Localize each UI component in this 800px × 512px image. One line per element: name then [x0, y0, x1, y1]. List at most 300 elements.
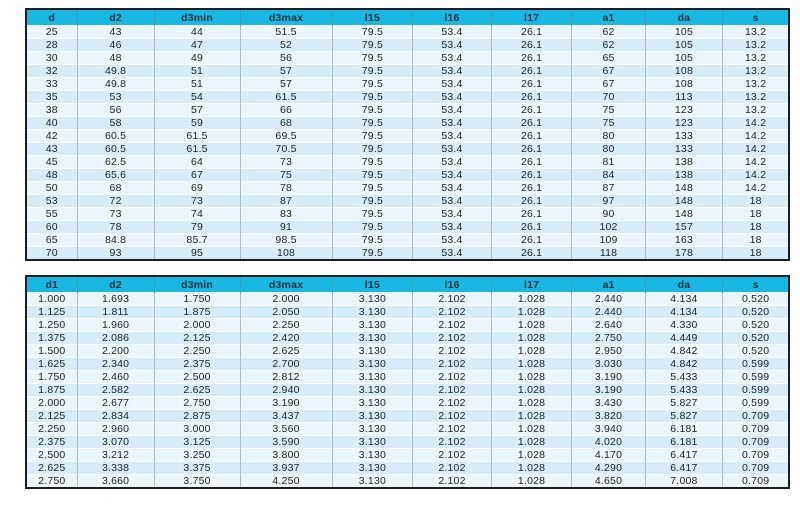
- column-header-d: d: [26, 9, 77, 26]
- table-cell: 56: [240, 52, 332, 65]
- table-cell: 52: [240, 39, 332, 52]
- table-cell: 67: [572, 78, 645, 91]
- table-cell: 78: [240, 182, 332, 195]
- table-cell: 60: [26, 221, 77, 234]
- table-cell: 26.1: [491, 117, 572, 130]
- table-cell: 1.028: [491, 358, 572, 371]
- table-cell: 87: [240, 195, 332, 208]
- table-cell: 53.4: [413, 39, 491, 52]
- table-cell: 0.520: [723, 306, 789, 319]
- table-cell: 79.5: [332, 78, 413, 91]
- column-header-d3max: d3max: [240, 276, 332, 293]
- table-cell: 26.1: [491, 39, 572, 52]
- table-cell: 2.640: [572, 319, 645, 332]
- table-cell: 64: [154, 156, 240, 169]
- table-row: [26, 358, 789, 371]
- table-cell: 1.960: [77, 319, 154, 332]
- table-cell: 148: [645, 208, 723, 221]
- table-cell: 74: [154, 208, 240, 221]
- table-cell: 53.4: [413, 169, 491, 182]
- table-cell: 91: [240, 221, 332, 234]
- table-row: [26, 78, 789, 91]
- table-cell: 1.000: [26, 293, 77, 306]
- table-cell: 2.000: [154, 319, 240, 332]
- table-cell: 2.625: [240, 345, 332, 358]
- table-cell: 6.181: [645, 423, 723, 436]
- table-cell: 0.709: [723, 462, 789, 475]
- table-row: [26, 306, 789, 319]
- table-cell: 57: [240, 65, 332, 78]
- table-cell: 26.1: [491, 169, 572, 182]
- table-cell: 26.1: [491, 195, 572, 208]
- table-cell: 3.070: [77, 436, 154, 449]
- table-cell: 108: [645, 65, 723, 78]
- table-cell: 3.130: [332, 358, 413, 371]
- table-cell: 75: [240, 169, 332, 182]
- table-cell: 4.020: [572, 436, 645, 449]
- table-cell: 65: [26, 234, 77, 247]
- table-cell: 5.827: [645, 397, 723, 410]
- table-cell: 4.170: [572, 449, 645, 462]
- column-header-l15: l15: [332, 276, 413, 293]
- table-cell: 26.1: [491, 65, 572, 78]
- table-cell: 18: [723, 221, 789, 234]
- table-cell: 108: [645, 78, 723, 91]
- table-cell: 1.028: [491, 332, 572, 345]
- table-cell: 79.5: [332, 104, 413, 117]
- table-cell: 53.4: [413, 26, 491, 39]
- table-cell: 157: [645, 221, 723, 234]
- table-cell: 3.937: [240, 462, 332, 475]
- table-cell: 79.5: [332, 182, 413, 195]
- table-row: [26, 319, 789, 332]
- table-cell: 1.028: [491, 371, 572, 384]
- table-cell: 2.375: [26, 436, 77, 449]
- table-cell: 75: [572, 104, 645, 117]
- table-cell: 148: [645, 182, 723, 195]
- table-cell: 40: [26, 117, 77, 130]
- column-header-d3max: d3max: [240, 9, 332, 26]
- table-row: [26, 117, 789, 130]
- table-cell: 51: [154, 78, 240, 91]
- table-cell: 1.693: [77, 293, 154, 306]
- column-header-d2: d2: [77, 276, 154, 293]
- table-cell: 61.5: [240, 91, 332, 104]
- table-cell: 26.1: [491, 143, 572, 156]
- table-cell: 123: [645, 117, 723, 130]
- table-cell: 2.875: [154, 410, 240, 423]
- table-cell: 2.750: [26, 475, 77, 489]
- table-cell: 48: [77, 52, 154, 65]
- table-cell: 26.1: [491, 91, 572, 104]
- table-cell: 105: [645, 52, 723, 65]
- table-cell: 3.130: [332, 306, 413, 319]
- table-row: [26, 436, 789, 449]
- table-cell: 13.2: [723, 65, 789, 78]
- table-cell: 3.130: [332, 332, 413, 345]
- table-cell: 2.000: [240, 293, 332, 306]
- table-cell: 2.102: [413, 410, 491, 423]
- table-cell: 79.5: [332, 156, 413, 169]
- table-cell: 4.650: [572, 475, 645, 489]
- table-cell: 79.5: [332, 117, 413, 130]
- table-cell: 57: [154, 104, 240, 117]
- table-cell: 1.028: [491, 319, 572, 332]
- table-cell: 53.4: [413, 104, 491, 117]
- table-cell: 2.102: [413, 449, 491, 462]
- table-cell: 26.1: [491, 208, 572, 221]
- table-cell: 13.2: [723, 104, 789, 117]
- table-cell: 2.125: [26, 410, 77, 423]
- table-cell: 4.842: [645, 358, 723, 371]
- table-cell: 93: [77, 247, 154, 261]
- table-row: [26, 234, 789, 247]
- table-cell: 26.1: [491, 26, 572, 39]
- table-cell: 2.102: [413, 319, 491, 332]
- table-cell: 79.5: [332, 130, 413, 143]
- table-cell: 56: [77, 104, 154, 117]
- table-cell: 133: [645, 130, 723, 143]
- table-cell: 2.950: [572, 345, 645, 358]
- table-cell: 68: [77, 182, 154, 195]
- table-row: [26, 52, 789, 65]
- table-cell: 3.130: [332, 345, 413, 358]
- table-cell: 55: [26, 208, 77, 221]
- table-cell: 105: [645, 26, 723, 39]
- table-row: [26, 156, 789, 169]
- table-row: [26, 332, 789, 345]
- table-cell: 53.4: [413, 234, 491, 247]
- table-cell: 0.599: [723, 384, 789, 397]
- table-cell: 2.582: [77, 384, 154, 397]
- table-cell: 1.028: [491, 397, 572, 410]
- table-cell: 62: [572, 39, 645, 52]
- table-cell: 42: [26, 130, 77, 143]
- table-cell: 48: [26, 169, 77, 182]
- table-cell: 51: [154, 65, 240, 78]
- table-cell: 35: [26, 91, 77, 104]
- table-cell: 2.050: [240, 306, 332, 319]
- table-cell: 26.1: [491, 52, 572, 65]
- table-cell: 13.2: [723, 52, 789, 65]
- table-cell: 113: [645, 91, 723, 104]
- table-cell: 4.449: [645, 332, 723, 345]
- table-cell: 1.811: [77, 306, 154, 319]
- table-cell: 4.842: [645, 345, 723, 358]
- table-cell: 84.8: [77, 234, 154, 247]
- table-row: [26, 345, 789, 358]
- table-cell: 3.130: [332, 449, 413, 462]
- table-row: [26, 384, 789, 397]
- table-cell: 79.5: [332, 208, 413, 221]
- table-cell: 43: [26, 143, 77, 156]
- table-cell: 7.008: [645, 475, 723, 489]
- table-cell: 45: [26, 156, 77, 169]
- table-cell: 2.250: [240, 319, 332, 332]
- table-cell: 60.5: [77, 143, 154, 156]
- table-cell: 70: [572, 91, 645, 104]
- table-cell: 2.500: [26, 449, 77, 462]
- table-cell: 83: [240, 208, 332, 221]
- table-cell: 1.028: [491, 293, 572, 306]
- table-cell: 75: [572, 117, 645, 130]
- table-cell: 13.2: [723, 91, 789, 104]
- table-cell: 66: [240, 104, 332, 117]
- table-row: [26, 104, 789, 117]
- inch-dimensions-table: [25, 275, 790, 489]
- metric-dimensions-table: [25, 8, 790, 261]
- table-cell: 0.520: [723, 345, 789, 358]
- table-row: [26, 130, 789, 143]
- table-row: [26, 423, 789, 436]
- table-row: [26, 143, 789, 156]
- table-cell: 3.800: [240, 449, 332, 462]
- table-cell: 53: [26, 195, 77, 208]
- table-cell: 1.250: [26, 319, 77, 332]
- table-cell: 1.028: [491, 436, 572, 449]
- table-cell: 53.4: [413, 247, 491, 261]
- table-cell: 102: [572, 221, 645, 234]
- table-cell: 178: [645, 247, 723, 261]
- table-cell: 60.5: [77, 130, 154, 143]
- table-cell: 6.417: [645, 449, 723, 462]
- table-cell: 53.4: [413, 156, 491, 169]
- table-row: [26, 182, 789, 195]
- table-row: [26, 91, 789, 104]
- table-cell: 163: [645, 234, 723, 247]
- table-cell: 3.030: [572, 358, 645, 371]
- table-cell: 26.1: [491, 221, 572, 234]
- table-cell: 2.086: [77, 332, 154, 345]
- column-header-da: da: [645, 276, 723, 293]
- table-cell: 148: [645, 195, 723, 208]
- table-cell: 87: [572, 182, 645, 195]
- header-row: [26, 276, 789, 293]
- table-header: [26, 9, 789, 26]
- table-cell: 49.8: [77, 78, 154, 91]
- table-cell: 53.4: [413, 78, 491, 91]
- table-cell: 2.750: [154, 397, 240, 410]
- table-cell: 3.560: [240, 423, 332, 436]
- table-cell: 2.102: [413, 436, 491, 449]
- table-cell: 0.520: [723, 293, 789, 306]
- table-row: [26, 221, 789, 234]
- table-cell: 3.338: [77, 462, 154, 475]
- table-cell: 1.028: [491, 306, 572, 319]
- table-cell: 0.709: [723, 423, 789, 436]
- table-cell: 0.709: [723, 449, 789, 462]
- table-cell: 73: [240, 156, 332, 169]
- table-cell: 3.212: [77, 449, 154, 462]
- table-cell: 1.028: [491, 423, 572, 436]
- table-cell: 3.190: [240, 397, 332, 410]
- table-cell: 4.134: [645, 293, 723, 306]
- table-cell: 3.940: [572, 423, 645, 436]
- table-cell: 46: [77, 39, 154, 52]
- table-cell: 26.1: [491, 104, 572, 117]
- table-cell: 2.102: [413, 293, 491, 306]
- table-cell: 5.433: [645, 371, 723, 384]
- table-cell: 18: [723, 208, 789, 221]
- table-cell: 14.2: [723, 169, 789, 182]
- table-cell: 33: [26, 78, 77, 91]
- table-cell: 26.1: [491, 156, 572, 169]
- table-row: [26, 208, 789, 221]
- table-cell: 2.102: [413, 462, 491, 475]
- table-cell: 2.940: [240, 384, 332, 397]
- table-cell: 53.4: [413, 221, 491, 234]
- table-row: [26, 247, 789, 261]
- table-cell: 3.130: [332, 371, 413, 384]
- table-cell: 2.102: [413, 371, 491, 384]
- table-cell: 0.599: [723, 358, 789, 371]
- table-cell: 79.5: [332, 143, 413, 156]
- table-cell: 2.750: [572, 332, 645, 345]
- table-cell: 1.028: [491, 384, 572, 397]
- table-cell: 53.4: [413, 182, 491, 195]
- table-cell: 73: [154, 195, 240, 208]
- table-row: [26, 475, 789, 489]
- table-cell: 53.4: [413, 208, 491, 221]
- table-cell: 38: [26, 104, 77, 117]
- table-cell: 79: [154, 221, 240, 234]
- table-cell: 26.1: [491, 182, 572, 195]
- table-cell: 2.960: [77, 423, 154, 436]
- table-cell: 3.130: [332, 462, 413, 475]
- table-cell: 133: [645, 143, 723, 156]
- table-cell: 70.5: [240, 143, 332, 156]
- table-cell: 2.250: [154, 345, 240, 358]
- table-body: [26, 293, 789, 489]
- table-row: [26, 371, 789, 384]
- table-cell: 32: [26, 65, 77, 78]
- table-cell: 53.4: [413, 130, 491, 143]
- table-cell: 0.520: [723, 319, 789, 332]
- table-cell: 70: [26, 247, 77, 261]
- table-cell: 90: [572, 208, 645, 221]
- table-cell: 43: [77, 26, 154, 39]
- table-cell: 18: [723, 195, 789, 208]
- table-cell: 138: [645, 169, 723, 182]
- table-cell: 18: [723, 247, 789, 261]
- table-cell: 2.700: [240, 358, 332, 371]
- table-cell: 59: [154, 117, 240, 130]
- table-cell: 69.5: [240, 130, 332, 143]
- table-cell: 50: [26, 182, 77, 195]
- table-cell: 2.102: [413, 423, 491, 436]
- table-cell: 51.5: [240, 26, 332, 39]
- table-cell: 85.7: [154, 234, 240, 247]
- column-header-l17: l17: [491, 276, 572, 293]
- table-cell: 2.200: [77, 345, 154, 358]
- table-cell: 2.440: [572, 306, 645, 319]
- table-row: [26, 169, 789, 182]
- table-cell: 2.625: [154, 384, 240, 397]
- table-cell: 65.6: [77, 169, 154, 182]
- table-cell: 2.420: [240, 332, 332, 345]
- table-cell: 98.5: [240, 234, 332, 247]
- table-cell: 3.660: [77, 475, 154, 489]
- table-row: [26, 462, 789, 475]
- table-cell: 54: [154, 91, 240, 104]
- table-cell: 4.330: [645, 319, 723, 332]
- table-cell: 62.5: [77, 156, 154, 169]
- table-cell: 53.4: [413, 195, 491, 208]
- column-header-d2: d2: [77, 9, 154, 26]
- table-cell: 53.4: [413, 117, 491, 130]
- table-cell: 14.2: [723, 143, 789, 156]
- table-cell: 1.375: [26, 332, 77, 345]
- table-cell: 1.028: [491, 449, 572, 462]
- table-cell: 79.5: [332, 91, 413, 104]
- table-cell: 5.433: [645, 384, 723, 397]
- table-cell: 1.750: [26, 371, 77, 384]
- table-cell: 53.4: [413, 91, 491, 104]
- table-cell: 0.709: [723, 475, 789, 489]
- table-cell: 2.500: [154, 371, 240, 384]
- table-cell: 0.709: [723, 436, 789, 449]
- table-cell: 3.375: [154, 462, 240, 475]
- table-row: [26, 410, 789, 423]
- column-header-a1: a1: [572, 276, 645, 293]
- table-row: [26, 293, 789, 306]
- table-cell: 57: [240, 78, 332, 91]
- table-cell: 13.2: [723, 39, 789, 52]
- table-row: [26, 397, 789, 410]
- table-cell: 1.028: [491, 345, 572, 358]
- table-cell: 79.5: [332, 52, 413, 65]
- column-header-s: s: [723, 9, 789, 26]
- table-cell: 26.1: [491, 234, 572, 247]
- table-cell: 65: [572, 52, 645, 65]
- table-body: [26, 26, 789, 261]
- table-cell: 3.130: [332, 293, 413, 306]
- table-cell: 79.5: [332, 169, 413, 182]
- table-cell: 79.5: [332, 39, 413, 52]
- table-cell: 78: [77, 221, 154, 234]
- table-cell: 1.028: [491, 475, 572, 489]
- table-row: [26, 39, 789, 52]
- table-cell: 58: [77, 117, 154, 130]
- table-cell: 68: [240, 117, 332, 130]
- table-cell: 123: [645, 104, 723, 117]
- table-cell: 26.1: [491, 247, 572, 261]
- table-cell: 13.2: [723, 26, 789, 39]
- table-cell: 14.2: [723, 182, 789, 195]
- table-cell: 3.130: [332, 436, 413, 449]
- table-cell: 95: [154, 247, 240, 261]
- table-row: [26, 65, 789, 78]
- table-cell: 2.102: [413, 475, 491, 489]
- table-cell: 14.2: [723, 117, 789, 130]
- table-cell: 3.590: [240, 436, 332, 449]
- table-cell: 2.102: [413, 358, 491, 371]
- table-cell: 67: [572, 65, 645, 78]
- table-cell: 14.2: [723, 130, 789, 143]
- table-cell: 2.102: [413, 397, 491, 410]
- column-header-d3min: d3min: [154, 276, 240, 293]
- table-cell: 53.4: [413, 65, 491, 78]
- table-cell: 1.028: [491, 410, 572, 423]
- table-row: [26, 26, 789, 39]
- table-cell: 53.4: [413, 143, 491, 156]
- table-cell: 61.5: [154, 143, 240, 156]
- table-cell: 72: [77, 195, 154, 208]
- table-cell: 30: [26, 52, 77, 65]
- table-cell: 28: [26, 39, 77, 52]
- table-cell: 49.8: [77, 65, 154, 78]
- table-cell: 2.677: [77, 397, 154, 410]
